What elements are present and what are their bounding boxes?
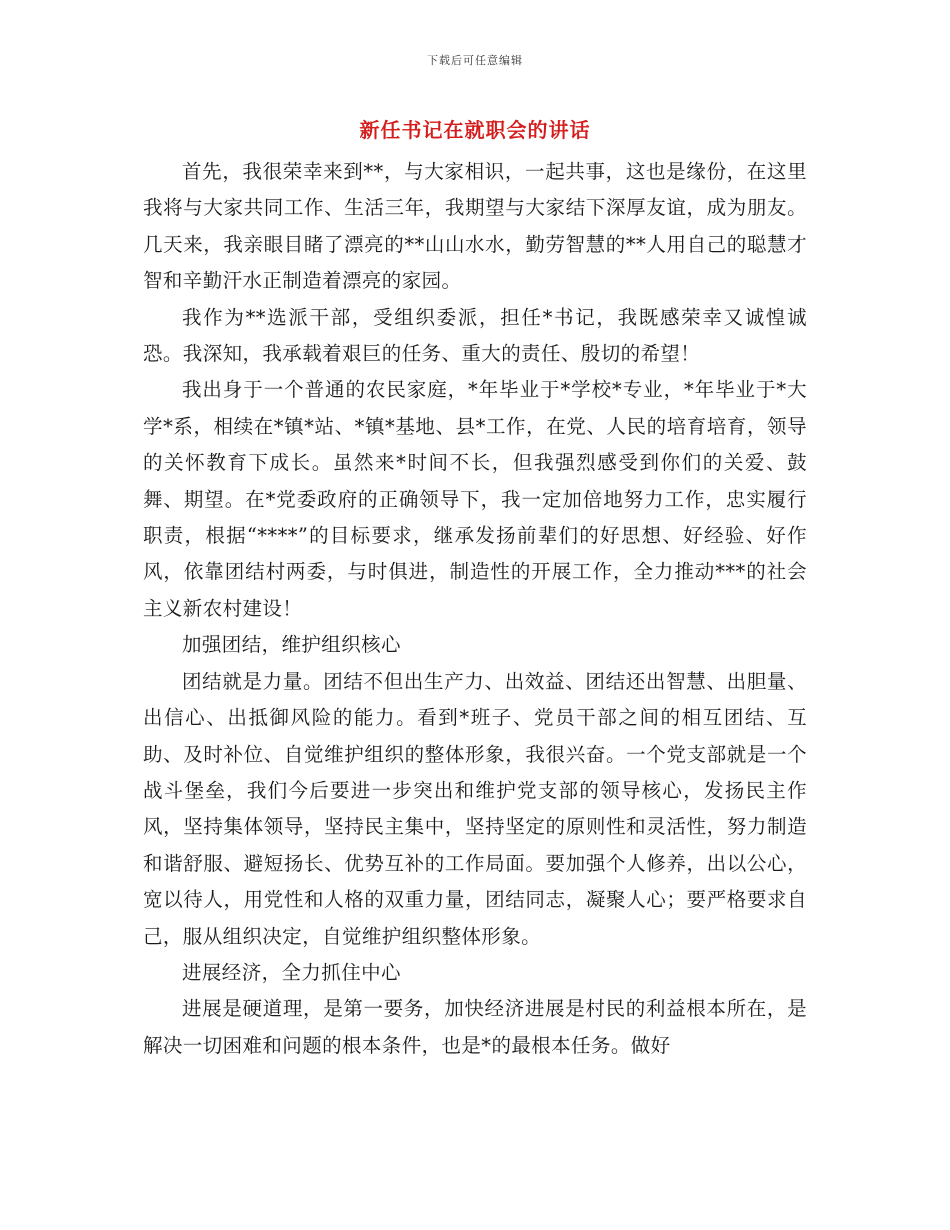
paragraph: 团结就是力量。团结不但出生产力、出效益、团结还出智慧、出胆量、出信心、出抵御风险的能力。看到*班子、党员干部之间的相互团结、互助、及时补位、自觉维护组织的整体形象，我很兴奋。一个党支部就是一个战斗堡垒，我们今后要进一步突出和维护党支部的领导核心，发扬民主作风，坚持集体领导，坚持民主集中，坚持坚定的原则性和灵活性，努力制造和谐舒服、避短扬长、优势互补的工作局面。要加强个人修养，出以公心，宽以待人，用党性和人格的双重力量，团结同志，凝聚人心；要严格要求自己，服从组织决定，自觉维护组织整体形象。 (143, 669, 807, 948)
paragraph: 我作为**选派干部，受组织委派，担任*书记，我既感荣幸又诚惶诚恐。我深知，我承载着艰巨的任务、重大的责任、殷切的希望！ (143, 305, 807, 366)
section-heading: 进展经济，全力抓住中心 (182, 960, 401, 984)
paragraph: 进展是硬道理，是第一要务，加快经济进展是村民的利益根本所在，是解决一切困难和问题的根本条件，也是*的最根本任务。做好 (143, 997, 807, 1057)
paragraph: 我出身于一个普通的农民家庭，*年毕业于*学校*专业，*年毕业于*大学*系，相续在*镇*站、*镇*基地、县*工作，在党、人民的培育培育，领导的关怀教育下成长。虽然来*时间不长，但我强烈感受到你们的关爱、鼓舞、期望。在*党委政府的正确领导下，我一定加倍地努力工作，忠实履行职责，根据“****”的目标要求，继承发扬前辈们的好思想、好经验、好作风，依靠团结村两委，与时俱进，制造性的开展工作，全力推动***的社会主义新农村建设！ (143, 378, 807, 620)
section-heading: 加强团结，维护组织核心 (182, 633, 401, 657)
page-header-note: 下载后可任意编辑 (427, 54, 523, 67)
document-title: 新任书记在就职会的讲话 (359, 118, 591, 142)
paragraph: 首先，我很荣幸来到**，与大家相识，一起共事，这也是缘份，在这里我将与大家共同工作、生活三年，我期望与大家结下深厚友谊，成为朋友。几天来，我亲眼目睹了漂亮的**山山水水，勤劳智慧的**人用自己的聪慧才智和辛勤汗水正制造着漂亮的家园。 (143, 160, 807, 293)
document-body (143, 154, 807, 1064)
